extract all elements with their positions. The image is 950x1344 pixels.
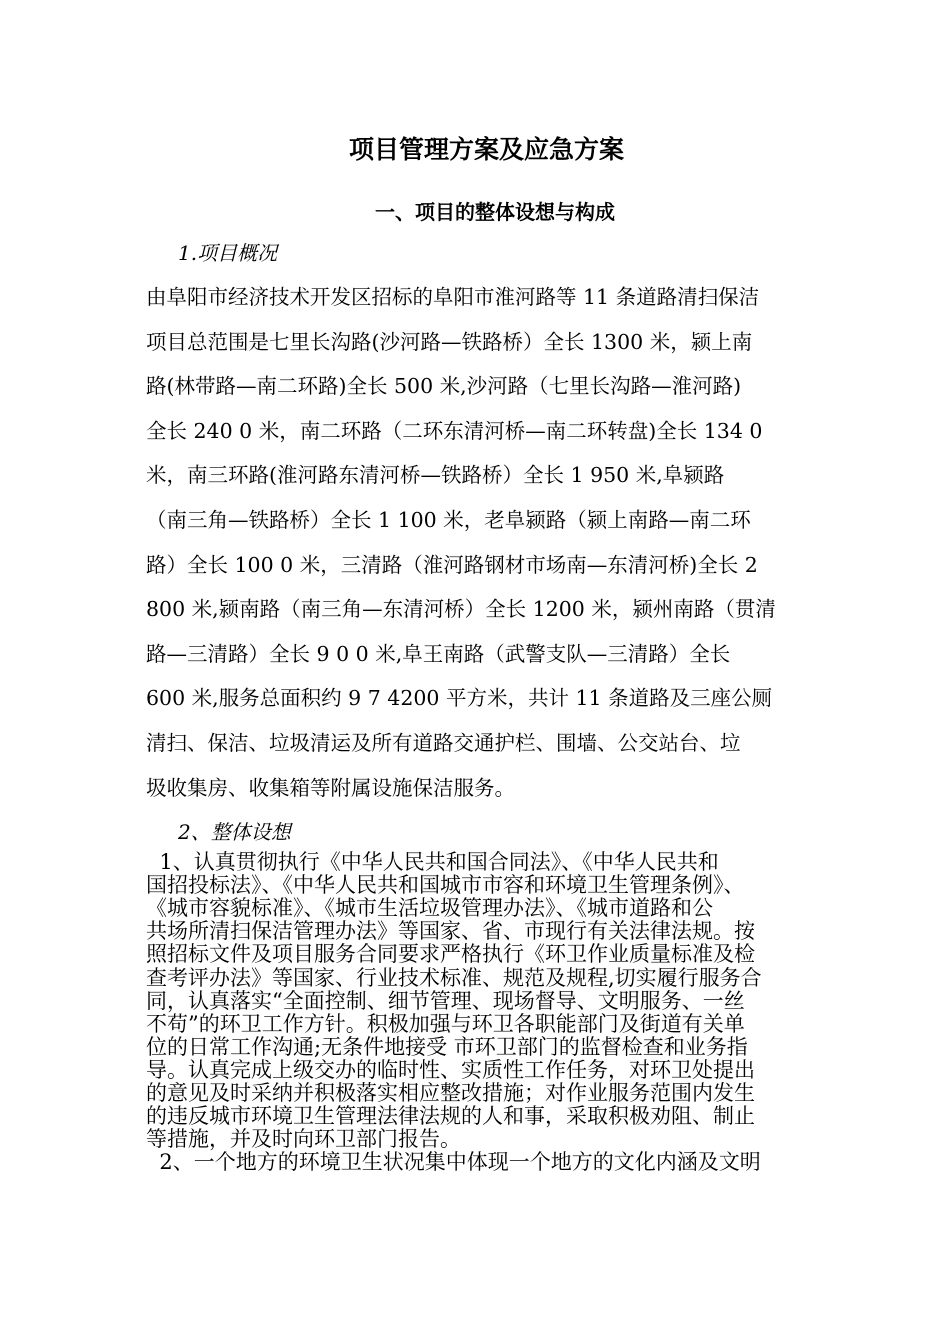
text-line: 位的日常工作沟通;无条件地接受 市环卫部门的监督检查和业务指 bbox=[146, 1034, 748, 1059]
document-title: 项目管理方案及应急方案 bbox=[349, 135, 625, 164]
text-line: 不苟”的环卫工作方针。积极加强与环卫各职能部门及街道有关单 bbox=[146, 1011, 745, 1036]
text-line: 导。认真完成上级交办的临时性、实质性工作任务，对环卫处提出 bbox=[146, 1057, 755, 1082]
section-heading: 一、项目的整体设想与构成 bbox=[375, 200, 615, 224]
text-line: 查考评办法》等国家、行业技术标准、规范及规程,切实履行服务合 bbox=[146, 965, 762, 990]
text-line: 照招标文件及项目服务合同要求严格执行《环卫作业质量标准及检 bbox=[146, 942, 755, 967]
text-line: 的意见及时采纳并积极落实相应整改措施；对作业服务范围内发生 bbox=[146, 1081, 755, 1105]
text-line: 圾收集房、收集箱等附属设施保洁服务。 bbox=[146, 775, 515, 800]
text-line: 800 米,颍南路（南三角—东清河桥）全长 1200 米，颍州南路（贯清 bbox=[146, 597, 776, 622]
text-line: 路—三清路）全长 9 0 0 米,阜王南路（武警支队—三清路）全长 bbox=[146, 641, 731, 666]
subsection-heading-overview: 1.项目概况 bbox=[178, 241, 278, 265]
text-line: 2、一个地方的环境卫生状况集中体现一个地方的文化内涵及文明 bbox=[146, 1150, 761, 1175]
text-line: 《城市容貌标准》、《城市生活垃圾管理办法》、《城市道路和公 bbox=[146, 896, 713, 921]
text-line: 共场所清扫保洁管理办法》等国家、省、市现行有关法律法规。按 bbox=[146, 919, 755, 944]
subsection-heading-concept: 2、整体设想 bbox=[178, 820, 291, 844]
text-line: 路(林带路—南二环路)全长 500 米,沙河路（七里长沟路—淮河路) bbox=[146, 374, 742, 399]
text-line: 600 米,服务总面积约 9 7 4200 平方米，共计 11 条道路及三座公厕 bbox=[146, 686, 773, 711]
text-line: 项目总范围是七里长沟路(沙河路—铁路桥）全长 1300 米，颍上南 bbox=[146, 329, 753, 354]
text-line: 路）全长 100 0 米，三清路（淮河路钢材市场南—东清河桥)全长 2 bbox=[146, 552, 758, 577]
text-line: 等措施，并及时向环卫部门报告。 bbox=[146, 1127, 461, 1152]
text-line: 国招投标法》、《中华人民共和国城市市容和环境卫生管理条例》、 bbox=[146, 873, 745, 898]
text-line: 同，认真落实“全面控制、细节管理、现场督导、文明服务、一丝 bbox=[146, 988, 745, 1013]
text-line: 的违反城市环境卫生管理法律法规的人和事，采取积极劝阻、制止 bbox=[146, 1104, 755, 1129]
text-line: 全长 240 0 米，南二环路（二环东清河桥—南二环转盘)全长 134 0 bbox=[146, 418, 763, 443]
text-line: 清扫、保洁、垃圾清运及所有道路交通护栏、围墙、公交站台、垃 bbox=[146, 731, 741, 755]
text-line: 由阜阳市经济技术开发区招标的阜阳市淮河路等 11 条道路清扫保洁 bbox=[146, 285, 760, 309]
text-line: 米，南三环路(淮河路东清河桥—铁路桥）全长 1 950 米,阜颍路 bbox=[146, 463, 725, 488]
text-line: 1、认真贯彻执行《中华人民共和国合同法》、《中华人民共和 bbox=[146, 850, 719, 874]
text-line: （南三角—铁路桥）全长 1 100 米，老阜颍路（颍上南路—南二环 bbox=[146, 508, 751, 532]
